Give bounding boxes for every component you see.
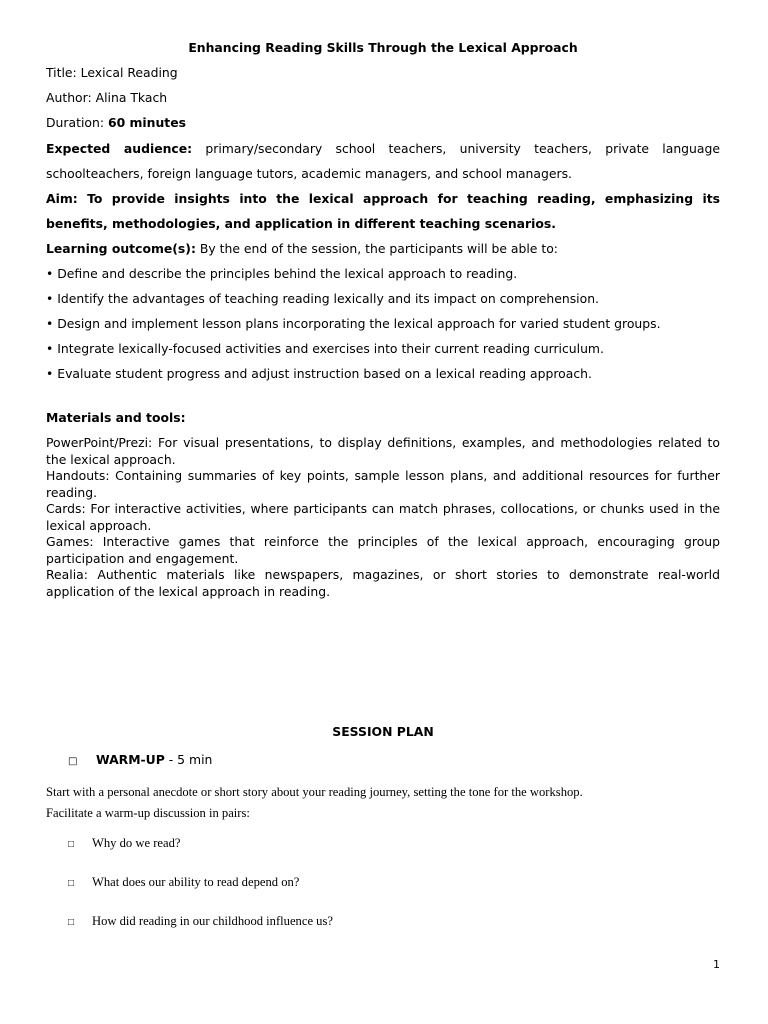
list-item: Games: Interactive games that reinforce the principles of the lexical approach, encouraging group participation and engagement. [46, 534, 720, 566]
title-line: Title: Lexical Reading [46, 65, 178, 80]
question-text: What does our ability to read depend on? [92, 875, 300, 889]
question-list [68, 835, 720, 931]
list-item: • Evaluate student progress and adjust instruction based on a lexical reading approach. [46, 366, 592, 381]
list-item: Cards: For interactive activities, where participants can match phrases, collocations, or chunks used in the lexical approach. [46, 501, 720, 533]
warmup-line [68, 752, 720, 770]
author-line: Author: Alina Tkach [46, 90, 168, 105]
audience-label: Expected audience: [46, 141, 193, 156]
outcomes-paragraph [46, 236, 720, 261]
duration-line [46, 115, 720, 131]
session-intro-1: Start with a personal anecdote or short story about your reading journey, setting the tone for the workshop. [46, 785, 583, 799]
outcomes-intro: By the end of the session, the participants will be able to: [199, 241, 558, 256]
question-text: How did reading in our childhood influence us? [92, 914, 333, 928]
list-item: • Integrate lexically-focused activities and exercises into their current reading curriculum. [46, 341, 604, 356]
list-item: • Identify the advantages of teaching reading lexically and its impact on comprehension. [46, 291, 599, 306]
outcomes-label: Learning outcome(s): [46, 241, 196, 256]
question-text: Why do we read? [92, 836, 181, 850]
outcomes-list [46, 261, 720, 386]
warmup-label: WARM-UP [95, 752, 165, 767]
duration-value: 60 minutes [107, 115, 187, 130]
page-number: 1 [713, 958, 720, 971]
list-item [68, 874, 720, 892]
list-item [68, 835, 720, 853]
session-intro-2: Facilitate a warm-up discussion in pairs: [46, 806, 250, 820]
duration-label: Duration: [46, 115, 104, 130]
audience-text: primary/secondary school teachers, university teachers, private language schoolteachers, foreign language tutors, academic managers, and school managers. [46, 141, 720, 181]
document-page [46, 40, 720, 931]
materials-heading: Materials and tools: [46, 410, 186, 425]
document-title: Enhancing Reading Skills Through the Lexical Approach [188, 40, 578, 55]
warmup-duration: - 5 min [168, 752, 213, 767]
audience-paragraph [46, 136, 720, 186]
list-item: Realia: Authentic materials like newspapers, magazines, or short stories to demonstrate real-world application of the lexical approach in reading. [46, 567, 720, 599]
session-plan-heading: SESSION PLAN [332, 724, 434, 739]
square-bullet-icon: □ [68, 878, 75, 889]
list-item: • Define and describe the principles behind the lexical approach to reading. [46, 266, 518, 281]
materials-list [46, 435, 720, 600]
square-bullet-icon: □ [68, 839, 75, 850]
list-item: PowerPoint/Prezi: For visual presentations, to display definitions, examples, and methodologies related to the lexical approach. [46, 435, 720, 467]
square-bullet-icon: □ [68, 917, 75, 928]
list-item: Handouts: Containing summaries of key points, sample lesson plans, and additional resources for further reading. [46, 468, 720, 500]
square-bullet-icon: □ [68, 756, 78, 767]
list-item: • Design and implement lesson plans incorporating the lexical approach for varied student groups. [46, 316, 661, 331]
aim-paragraph: Aim: To provide insights into the lexical approach for teaching reading, emphasizing its benefits, methodologies, and application in different teaching scenarios. [46, 191, 720, 231]
list-item [68, 913, 720, 931]
